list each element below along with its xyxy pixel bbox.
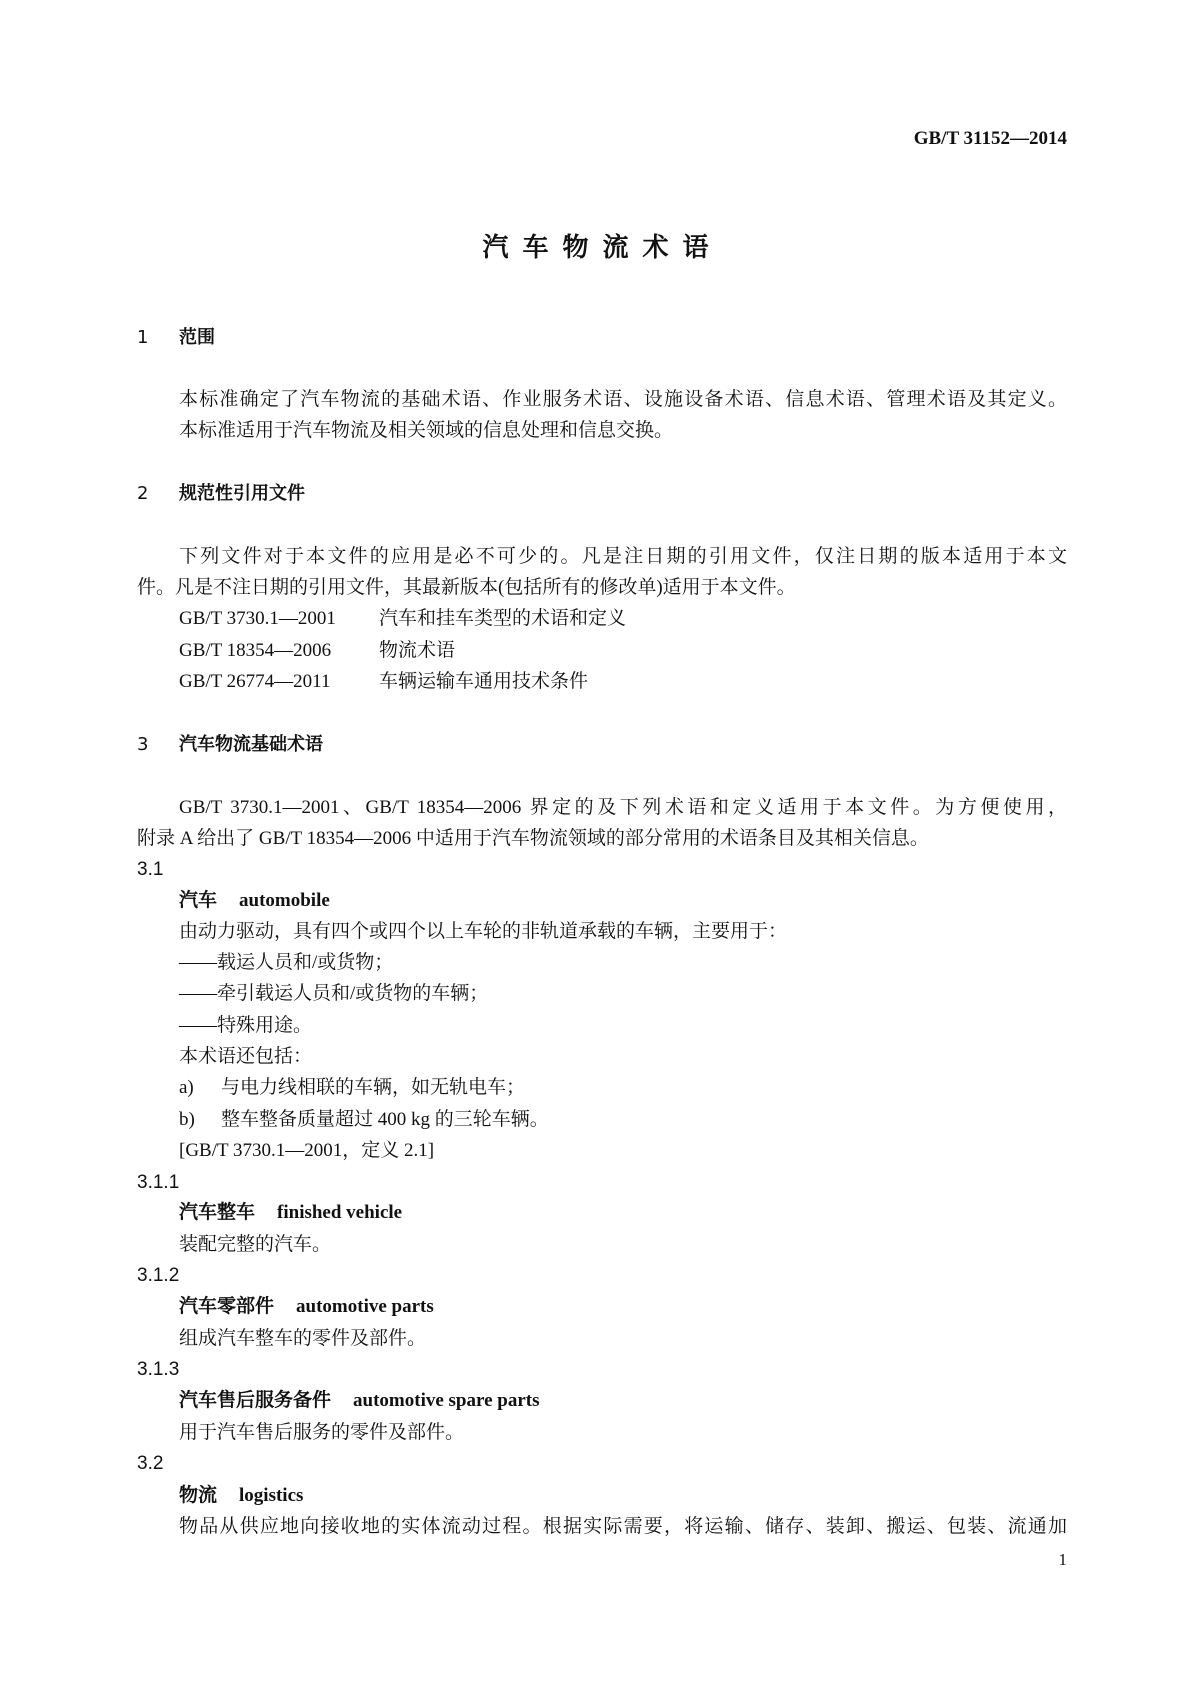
section-number: 2 [137, 483, 149, 504]
list-label: a) [179, 1077, 194, 1098]
term-zh: 汽车零部件 [179, 1296, 275, 1317]
dash-item: ——特殊用途。 [179, 1015, 313, 1036]
reference-title: 物流术语 [379, 640, 456, 661]
term-en: automotive spare parts [353, 1390, 540, 1411]
paragraph-line: 本标准确定了汽车物流的基础术语、作业服务术语、设施设备术语、信息术语、管理术语及其定义。 [179, 389, 1067, 410]
document-title: 汽车物流术语 [482, 233, 723, 263]
paragraph-line: 本标准适用于汽车物流及相关领域的信息处理和信息交换。 [179, 420, 674, 441]
section-title: 范围 [179, 327, 215, 348]
term-name [179, 1294, 434, 1320]
standard-number: GB/T 31152—2014 [913, 128, 1067, 149]
section-number: 1 [137, 327, 149, 348]
term-zh: 物流 [179, 1485, 218, 1506]
term-en: finished vehicle [277, 1202, 403, 1223]
term-definition: 由动力驱动，具有四个或四个以上车轮的非轨道承载的车辆，主要用于： [179, 921, 788, 942]
paragraph-line: 附录 A 给出了 GB/T 18354—2006 中适用于汽车物流领域的部分常用的术语条目及其相关信息。 [137, 828, 929, 849]
term-zh: 汽车整车 [179, 1202, 256, 1223]
term-zh: 汽车售后服务备件 [179, 1390, 332, 1411]
reference-code: GB/T 3730.1—2001 [179, 608, 336, 629]
section-title: 汽车物流基础术语 [179, 734, 323, 755]
section-number: 3 [137, 734, 149, 755]
paragraph-line: 件。凡是不注日期的引用文件，其最新版本(包括所有的修改单)适用于本文件。 [137, 577, 796, 598]
reference-title: 汽车和挂车类型的术语和定义 [379, 608, 627, 629]
list-text: 与电力线相联的车辆，如无轨电车； [221, 1077, 526, 1098]
term-zh: 汽车 [179, 890, 218, 911]
term-number: 3.1.1 [137, 1172, 180, 1193]
term-number: 3.1 [137, 859, 164, 880]
term-en: automotive parts [296, 1296, 434, 1317]
term-number: 3.1.2 [137, 1265, 180, 1286]
term-definition: 用于汽车售后服务的零件及部件。 [179, 1422, 465, 1443]
reference-code: GB/T 26774—2011 [179, 671, 331, 692]
paragraph-line: 下列文件对于本文件的应用是必不可少的。凡是注日期的引用文件，仅注日期的版本适用于本文 [179, 546, 1067, 567]
term-number: 3.2 [137, 1453, 164, 1474]
page-number: 1 [1058, 1550, 1067, 1569]
reference-item [179, 606, 626, 632]
term-definition: 组成汽车整车的零件及部件。 [179, 1328, 427, 1349]
dash-item: ——载运人员和/或货物； [179, 952, 394, 973]
section-heading [137, 325, 215, 351]
section-heading [137, 481, 305, 507]
list-label: b) [179, 1109, 195, 1130]
paragraph-line: GB/T 3730.1—2001、GB/T 18354—2006 界定的及下列术语和定义适用于本文件。为方便使用， [179, 797, 1067, 818]
term-name [179, 1200, 402, 1226]
term-source: [GB/T 3730.1—2001，定义 2.1] [179, 1140, 435, 1161]
reference-code: GB/T 18354—2006 [179, 640, 332, 661]
section-title: 规范性引用文件 [179, 483, 305, 504]
reference-title: 车辆运输车通用技术条件 [379, 671, 589, 692]
reference-item [179, 669, 588, 695]
term-en: automobile [239, 890, 330, 911]
term-name [179, 888, 330, 914]
section-heading [137, 732, 323, 758]
list-item [179, 1075, 525, 1101]
term-definition: 装配完整的汽车。 [179, 1234, 332, 1255]
term-number: 3.1.3 [137, 1359, 180, 1380]
dash-item: ——牵引载运人员和/或货物的车辆； [179, 983, 489, 1004]
list-item [179, 1107, 549, 1133]
term-definition: 物品从供应地向接收地的实体流动过程。根据实际需要，将运输、储存、装卸、搬运、包装、流通加 [179, 1516, 1067, 1537]
reference-item [179, 638, 455, 664]
list-text: 整车整备质量超过 400 kg 的三轮车辆。 [221, 1109, 549, 1130]
term-name [179, 1388, 539, 1414]
term-name [179, 1483, 303, 1509]
note-intro: 本术语还包括： [179, 1046, 313, 1067]
term-en: logistics [239, 1485, 304, 1506]
